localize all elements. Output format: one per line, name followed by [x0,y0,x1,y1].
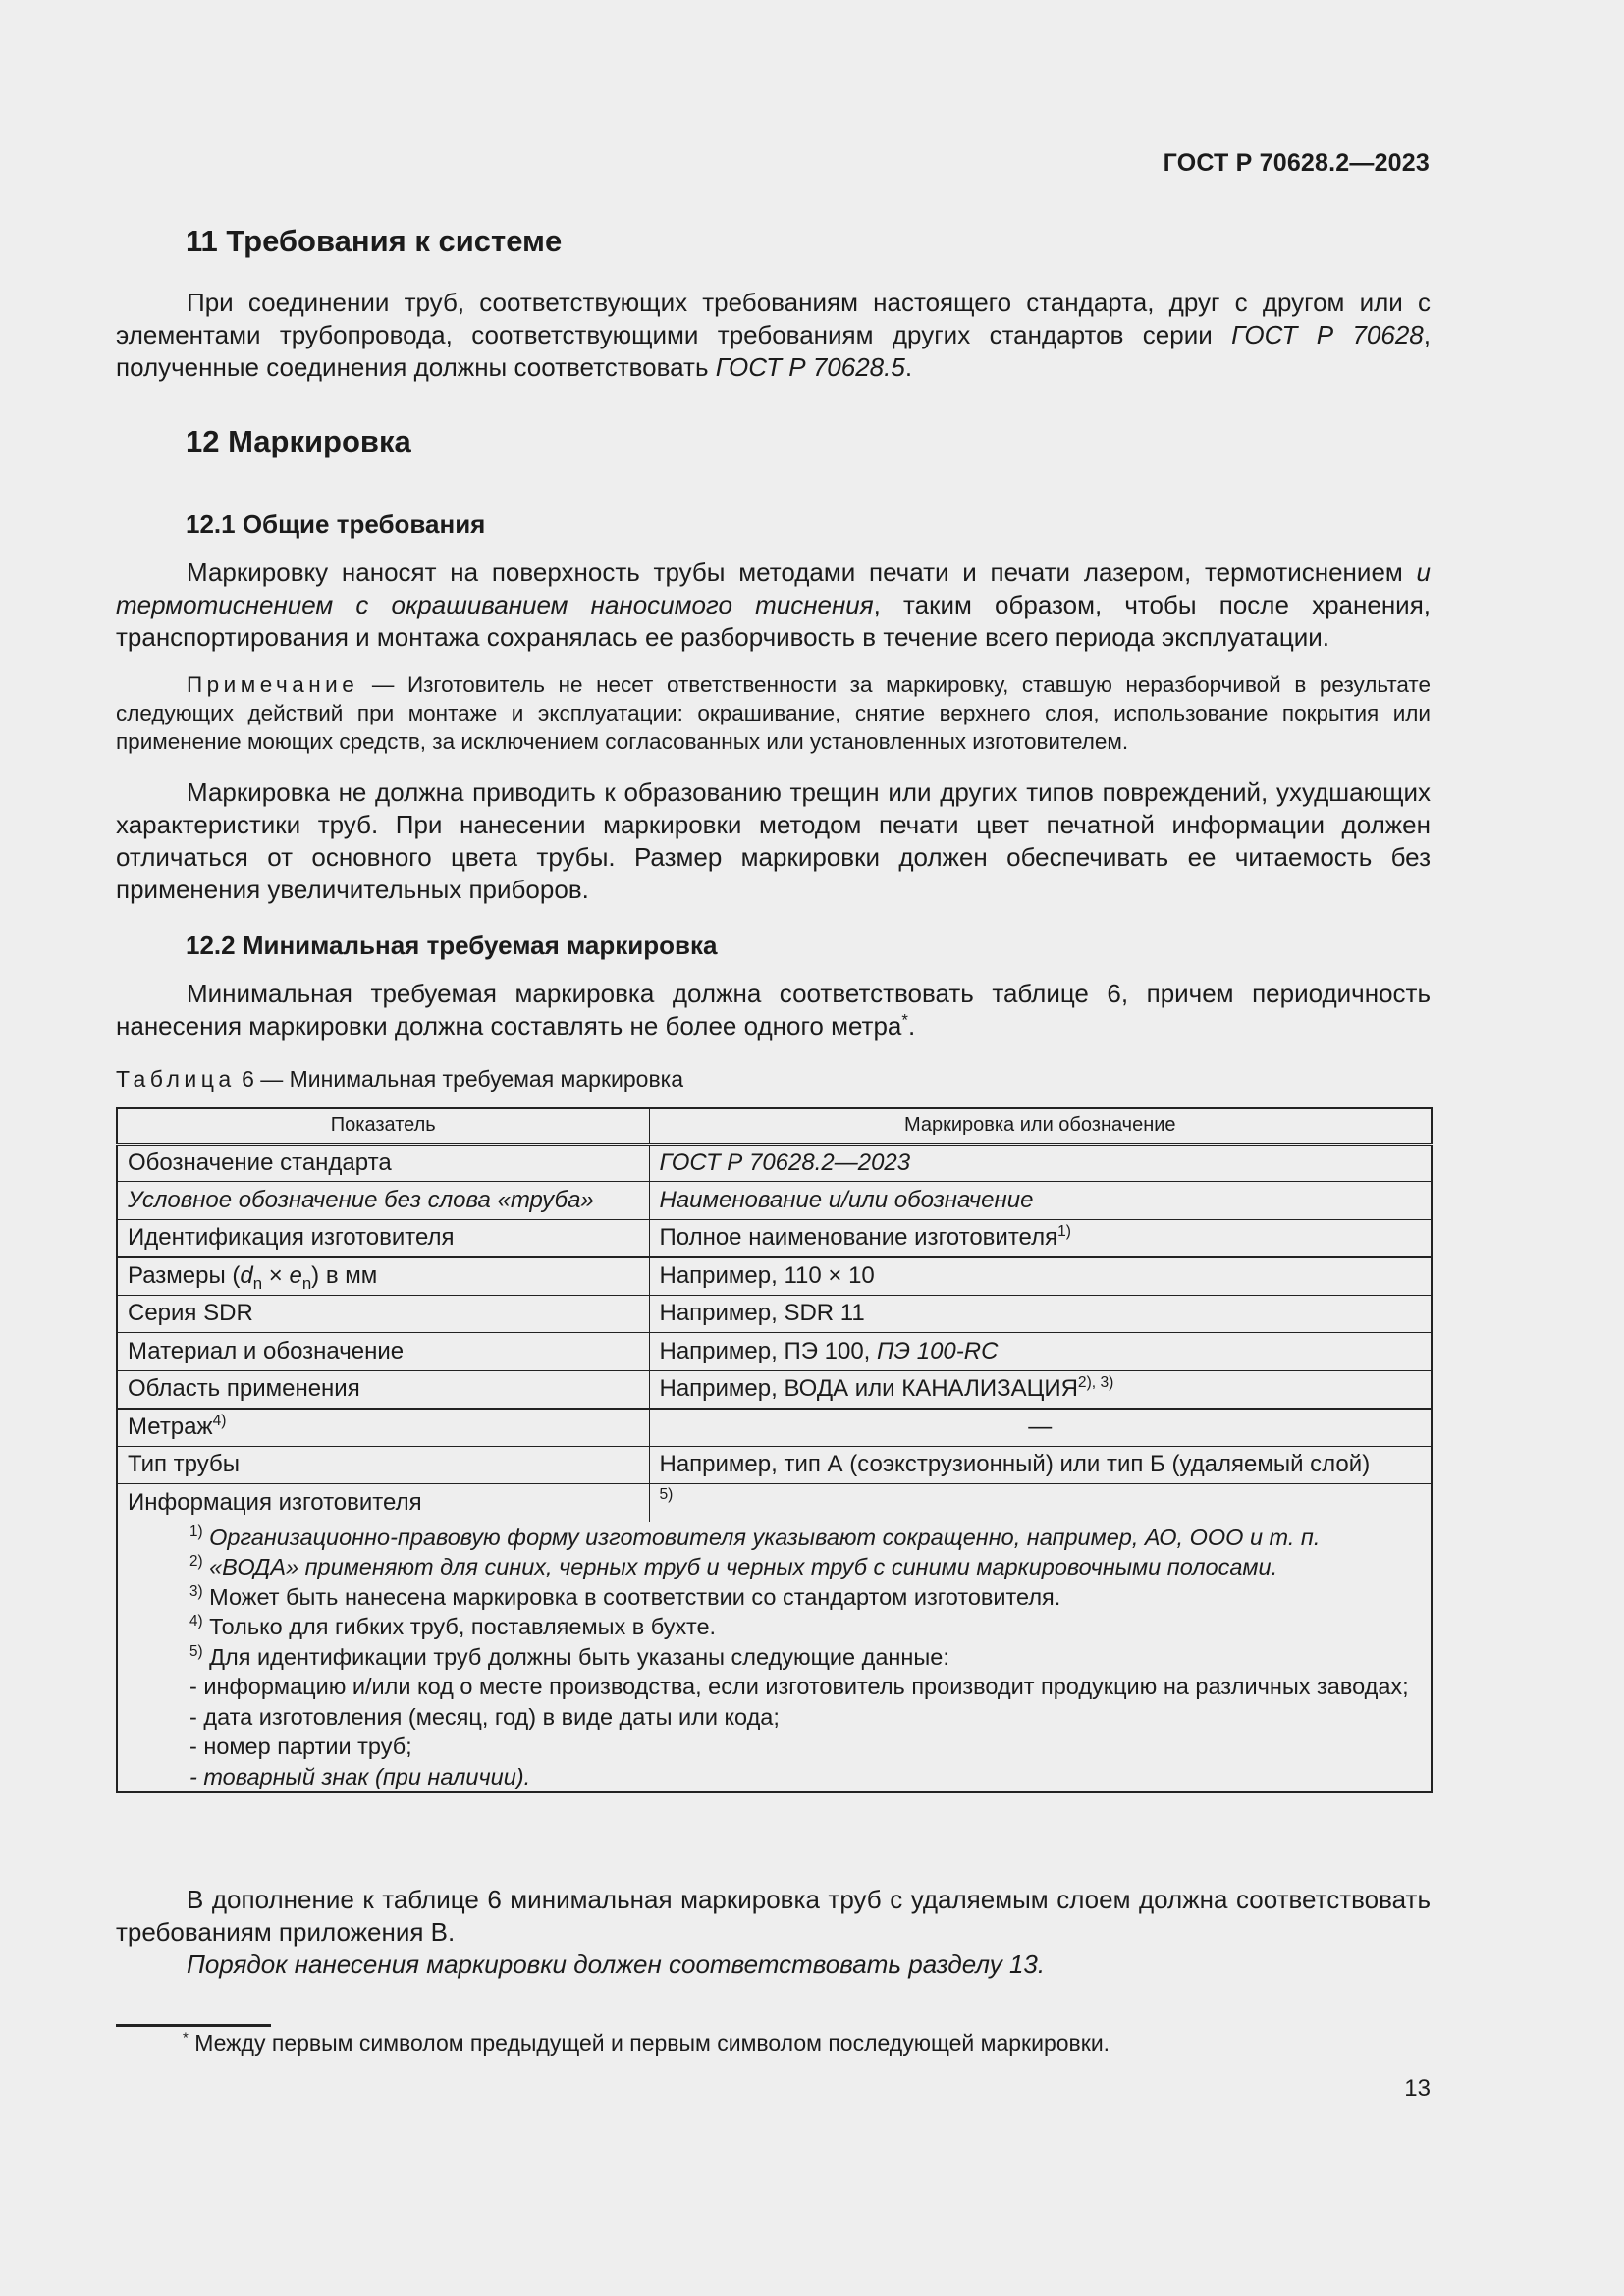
table-caption: Таблица 6 — Минимальная требуемая маркировка [116,1066,684,1092]
table-header-row [117,1108,1432,1144]
section-12-1-paragraph-2: Маркировка не должна приводить к образованию трещин или других типов повреждений, ухудшающих характеристики труб. При нанесении маркировки методом печати цвет печатной информации должен отличаться от основного цвета трубы. Размер маркировки должен обеспечивать ее читаемость без применения увеличительных приборов. [116,777,1431,904]
section-12-title: 12 Маркировка [186,424,411,458]
page-number: 13 [1404,2075,1431,2102]
after-table-italic-line: Порядок нанесения маркировки должен соответствовать разделу 13. [187,1949,1046,1979]
subsection-12-1-title: 12.1 Общие требования [186,509,486,539]
section-11-paragraph: При соединении труб, соответствующих требованиям настоящего стандарта, друг с другом или с элементами трубопровода, соответствующими требованиям других стандартов серии ГОСТ Р 70628, полученные соединения должны соответствовать ГОСТ Р 70628.5. [116,288,1432,382]
table-row: Область применения Например, ВОДА или $КАНАЛИЗАЦИЯ^{2), 3)}$ [117,1370,1432,1409]
table-row: Серия SDR Например, SDR 11 [117,1295,1432,1333]
col-header-marking: Маркировка или обозначение [649,1108,1432,1144]
table-footnotes: $^{1)}$ Организационно-правовую форму изготовителя указывают сокращенно, например, АО, ООО и т. п. $^{2)}$ «ВОДА» применяют для синих, черных труб и черных труб с синими маркировочными полосами. $^{3)}$ Может быть нанесена маркировка в соответствии со стандартом изготовителя. $^{4)}$ Только для гибких труб, поставляемых в бухте. $^{5)}$ Для идентификации труб должны быть указаны следующие данные: - информацию и/или код о месте производства, если изготовитель производит продукцию на различных заводах; - дата изготовления (месяц, год) в виде даты или кода; - номер партии труб; - товарный знак (при наличии). [117,1522,1432,1792]
footnote-separator [116,2024,271,2027]
section-12-2-paragraph: Минимальная требуемая маркировка должна соответствовать таблице 6, причем периодичность нанесения маркировки должна составлять не более одного метра*. [116,979,1431,1041]
table-row: Условное обозначение без слова «труба» Наименование и/или обозначение [117,1182,1432,1220]
section-12-1-paragraph: Маркировку наносят на поверхность трубы методами печати и печати лазером, термотиснением и термотиснением с окрашиванием наносимого тиснения, таким образом, чтобы после хранения, транспортирования и монтажа сохранялась ее разборчивость в течение всего периода эксплуатации. [116,558,1431,652]
table-row: Обозначение стандарта ГОСТ Р 70628.2—2023 [117,1144,1432,1182]
marking-table [116,1107,1433,1793]
table-row: Размеры $(d_n \times e_n)$ в мм Например, 110 × 10 [117,1257,1432,1296]
note-paragraph: Примечание — Изготовитель не несет ответственности за маркировку, ставшую неразборчивой в результате следующих действий при монтаже и эксплуатации: окрашивание, снятие верхнего слоя, использование покрытия или применение моющих средств, за исключением согласованных или установленных изготовителем. [116,672,1431,754]
page-footnote: * Между первым символом предыдущей и первым символом последующей маркировки. [183,2029,1110,2056]
subsection-12-2-title: 12.2 Минимальная требуемая маркировка [186,931,718,960]
table-row: Метраж$^{4)}$ — [117,1409,1432,1447]
section-11-title: 11 Требования к системе [186,224,563,258]
table-row: Тип трубы Например, тип А (соэкструзионный) или тип Б (удаляемый слой) [117,1446,1432,1484]
table-row: Материал и обозначение Например, ПЭ 100, ПЭ 100-RC [117,1333,1432,1371]
table-footnotes-row [117,1522,1432,1792]
standard-code-header: ГОСТ Р 70628.2—2023 [1163,149,1430,177]
table-row: Идентификация изготовителя Полное наименование изготовителя$^{1)}$ [117,1219,1432,1257]
after-table-paragraph: В дополнение к таблице 6 минимальная маркировка труб с удаляемым слоем должна соответствовать требованиям приложения В. Порядок нанесения маркировки должен соответствовать разделу 13. [116,1885,1431,1979]
col-header-indicator: Показатель [117,1108,649,1144]
note-label: Примечание [187,672,359,697]
table-row: Информация изготовителя $^{5)}$ [117,1484,1432,1522]
